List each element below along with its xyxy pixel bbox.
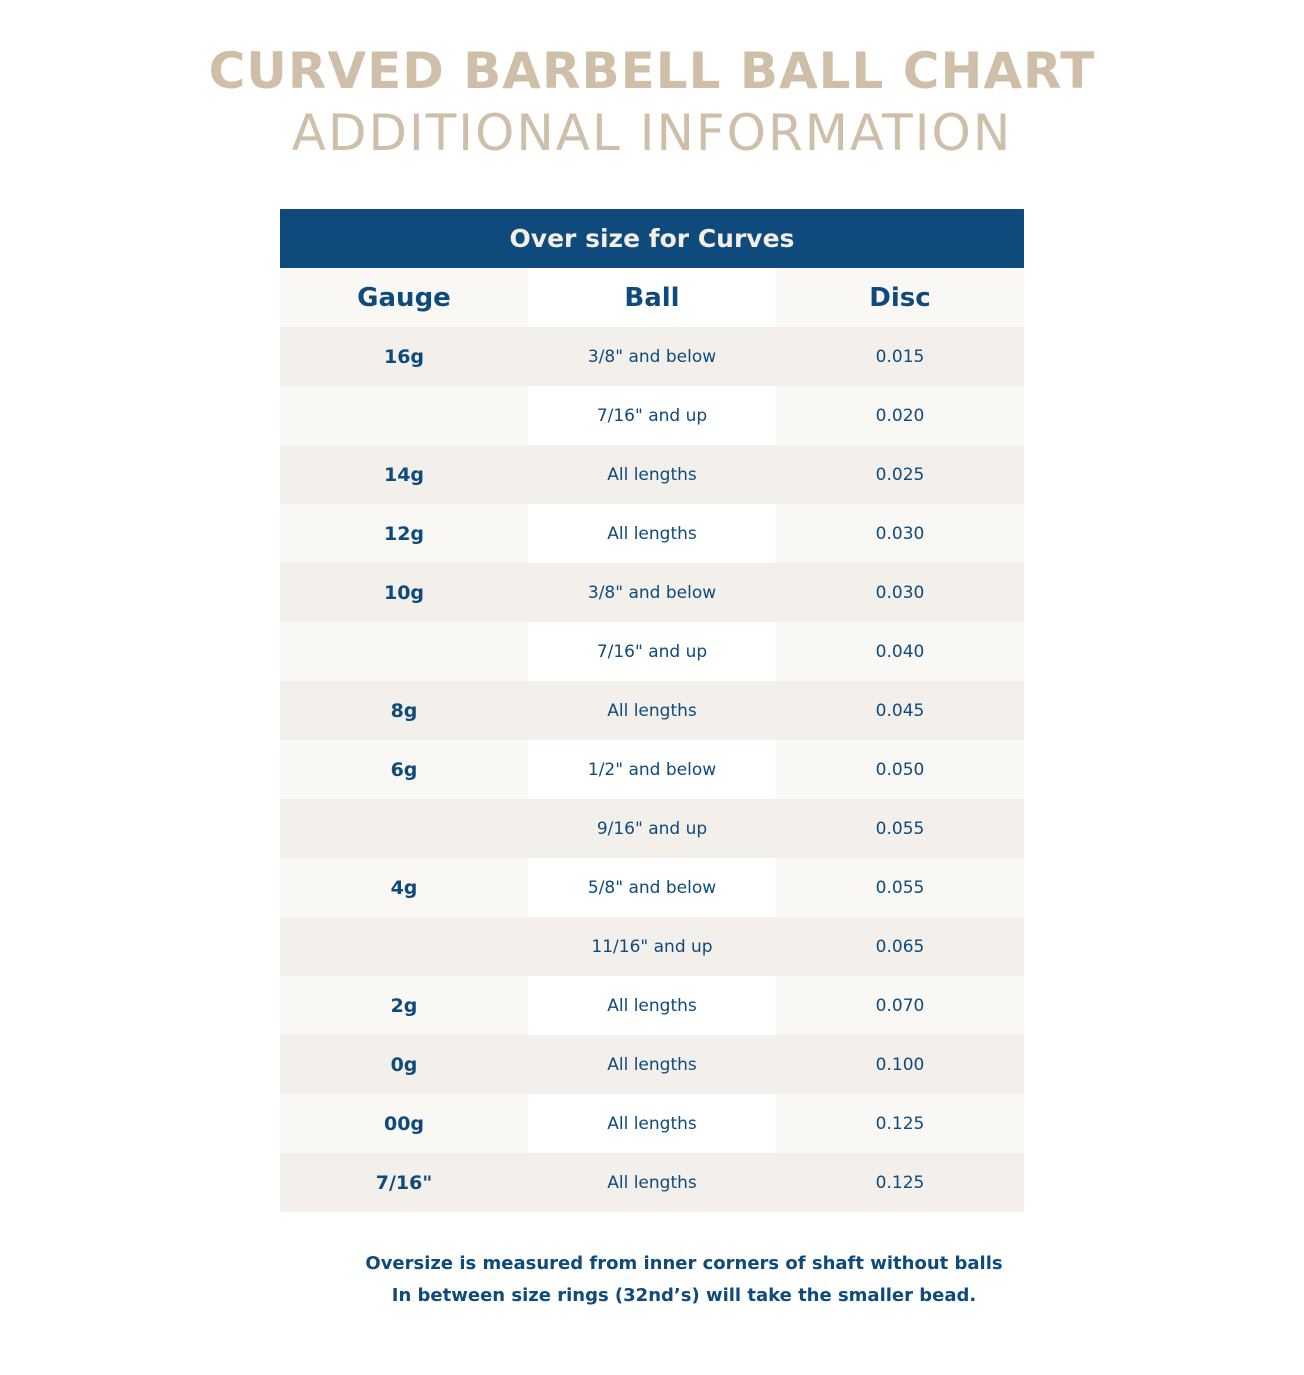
table-row bbox=[280, 858, 1024, 917]
ball-cell: 11/16" and up bbox=[528, 917, 776, 976]
ball-cell: All lengths bbox=[528, 445, 776, 504]
disc-cell: 0.030 bbox=[776, 504, 1024, 563]
column-header-row bbox=[280, 268, 1024, 327]
page-title: CURVED BARBELL BALL CHART bbox=[208, 42, 1096, 100]
disc-cell: 0.025 bbox=[776, 445, 1024, 504]
gauge-cell bbox=[280, 917, 528, 976]
ball-cell: 7/16" and up bbox=[528, 622, 776, 681]
table-row bbox=[280, 327, 1024, 386]
page-subtitle: ADDITIONAL INFORMATION bbox=[291, 104, 1013, 162]
gauge-cell: 2g bbox=[280, 976, 528, 1035]
gauge-cell: 10g bbox=[280, 563, 528, 622]
disc-cell: 0.020 bbox=[776, 386, 1024, 445]
disc-cell: 0.125 bbox=[776, 1094, 1024, 1153]
ball-cell: 3/8" and below bbox=[528, 563, 776, 622]
ball-cell: 3/8" and below bbox=[528, 327, 776, 386]
ball-chart-table bbox=[280, 209, 1024, 1212]
column-header-gauge: Gauge bbox=[280, 268, 528, 327]
gauge-cell bbox=[280, 622, 528, 681]
disc-cell: 0.055 bbox=[776, 799, 1024, 858]
disc-cell: 0.125 bbox=[776, 1153, 1024, 1212]
gauge-cell bbox=[280, 386, 528, 445]
gauge-cell: 12g bbox=[280, 504, 528, 563]
table-row bbox=[280, 1153, 1024, 1212]
gauge-cell: 4g bbox=[280, 858, 528, 917]
disc-cell: 0.040 bbox=[776, 622, 1024, 681]
ball-cell: All lengths bbox=[528, 504, 776, 563]
ball-cell: All lengths bbox=[528, 1153, 776, 1212]
table-row bbox=[280, 917, 1024, 976]
disc-cell: 0.065 bbox=[776, 917, 1024, 976]
gauge-cell: 6g bbox=[280, 740, 528, 799]
column-header-ball: Ball bbox=[528, 268, 776, 327]
table-header: Over size for Curves bbox=[280, 209, 1024, 268]
gauge-cell: 7/16" bbox=[280, 1153, 528, 1212]
column-header-disc: Disc bbox=[776, 268, 1024, 327]
ball-cell: All lengths bbox=[528, 681, 776, 740]
footnote-oversize: Oversize is measured from inner corners of shaft without balls bbox=[365, 1253, 1003, 1274]
ball-cell: All lengths bbox=[528, 976, 776, 1035]
table-row bbox=[280, 976, 1024, 1035]
ball-cell: All lengths bbox=[528, 1094, 776, 1153]
disc-cell: 0.015 bbox=[776, 327, 1024, 386]
gauge-cell: 16g bbox=[280, 327, 528, 386]
table-row bbox=[280, 1094, 1024, 1153]
disc-cell: 0.045 bbox=[776, 681, 1024, 740]
ball-cell: 1/2" and below bbox=[528, 740, 776, 799]
ball-cell: 5/8" and below bbox=[528, 858, 776, 917]
table-row bbox=[280, 386, 1024, 445]
disc-cell: 0.100 bbox=[776, 1035, 1024, 1094]
ball-cell: 9/16" and up bbox=[528, 799, 776, 858]
table-row bbox=[280, 622, 1024, 681]
gauge-cell: 8g bbox=[280, 681, 528, 740]
gauge-cell: 14g bbox=[280, 445, 528, 504]
ball-cell: 7/16" and up bbox=[528, 386, 776, 445]
table-row bbox=[280, 1035, 1024, 1094]
gauge-cell bbox=[280, 799, 528, 858]
ball-cell: All lengths bbox=[528, 1035, 776, 1094]
disc-cell: 0.055 bbox=[776, 858, 1024, 917]
table-row bbox=[280, 504, 1024, 563]
table-row bbox=[280, 445, 1024, 504]
disc-cell: 0.070 bbox=[776, 976, 1024, 1035]
disc-cell: 0.030 bbox=[776, 563, 1024, 622]
disc-cell: 0.050 bbox=[776, 740, 1024, 799]
table-row bbox=[280, 740, 1024, 799]
gauge-cell: 00g bbox=[280, 1094, 528, 1153]
table-row bbox=[280, 799, 1024, 858]
footnote-size-rings: In between size rings (32nd’s) will take the smaller bead. bbox=[391, 1285, 977, 1306]
table-row bbox=[280, 563, 1024, 622]
table-row bbox=[280, 681, 1024, 740]
gauge-cell: 0g bbox=[280, 1035, 528, 1094]
